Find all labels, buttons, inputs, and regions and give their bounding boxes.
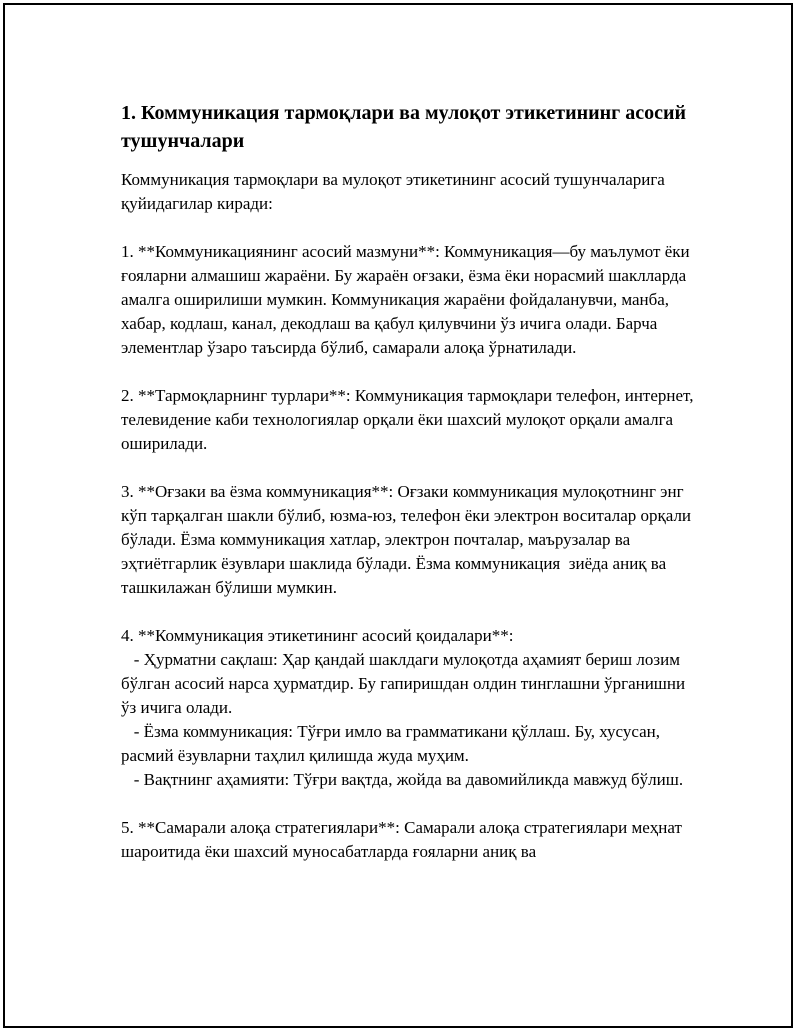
point-4-etiquette-rules: 4. **Коммуникация этикетининг асосий қоидалари**: - Ҳурматни сақлаш: Ҳар қандай шаклдаги мулоқотда аҳамият бериш лозим бўлган асосий нарса ҳурматдир. Бу гапиришдан олдин тинглашни ўрганишни ўз ичига олади. - Ёзма коммуникация: Тўғри имло ва грамматикани қўллаш. Бу, хусусан, расмий ёзувларни таҳлил қилишда жуда муҳим. - Вақтнинг аҳамияти: Тўғри вақтда, жойда ва давомийликда мавжуд бўлиш.	[121, 626, 686, 789]
point-3-oral-written-communication: 3. **Оғзаки ва ёзма коммуникация**: Оғзаки коммуникация мулоқотнинг энг кўп тарқалган шакли бўлиб, юзма-юз, телефон ёки электрон воситалар орқали бўлади. Ёзма коммуникация хатлар, электрон почталар, маърузалар ва эҳтиётгарлик ёзувлари шаклида бўлади. Ёзма коммуникация зиёда аниқ ва ташкилажан бўлиши мумкин.	[121, 482, 696, 597]
intro-paragraph: Коммуникация тармоқлари ва мулоқот этикетининг асосий тушунчаларига қуйидагилар киради:	[121, 170, 670, 213]
point-2-network-types: 2. **Тармоқларнинг турлари**: Коммуникация тармоқлари телефон, интернет, телевидение каби технологиялар орқали ёки шахсий мулоқот орқали амалга оширилади.	[121, 386, 698, 453]
section-heading: 1. Коммуникация тармоқлари ва мулоқот этикетининг асосий тушунчалари	[121, 102, 687, 152]
point-5-effective-strategies: 5. **Самарали алоқа стратегиялари**: Самарали алоқа стратегиялари меҳнат шароитида ёки шахсий муносабатларда ғояларни аниқ ва	[121, 818, 687, 861]
document-body	[121, 99, 701, 888]
point-1-communication-essence: 1. **Коммуникациянинг асосий мазмуни**: Коммуникация—бу маълумот ёки ғояларни алмашиш жараёни. Бу жараён оғзаки, ёзма ёки норасмий шаклларда амалга оширилиши мумкин. Коммуникация жараёни фойдаланувчи, манба, хабар, кодлаш, канал, декодлаш ва қабул қилувчини ўз ичига олади. Барча элементлар ўзаро таъсирда бўлиб, самарали алоқа ўрнатилади.	[121, 242, 694, 357]
page-frame	[3, 3, 793, 1028]
